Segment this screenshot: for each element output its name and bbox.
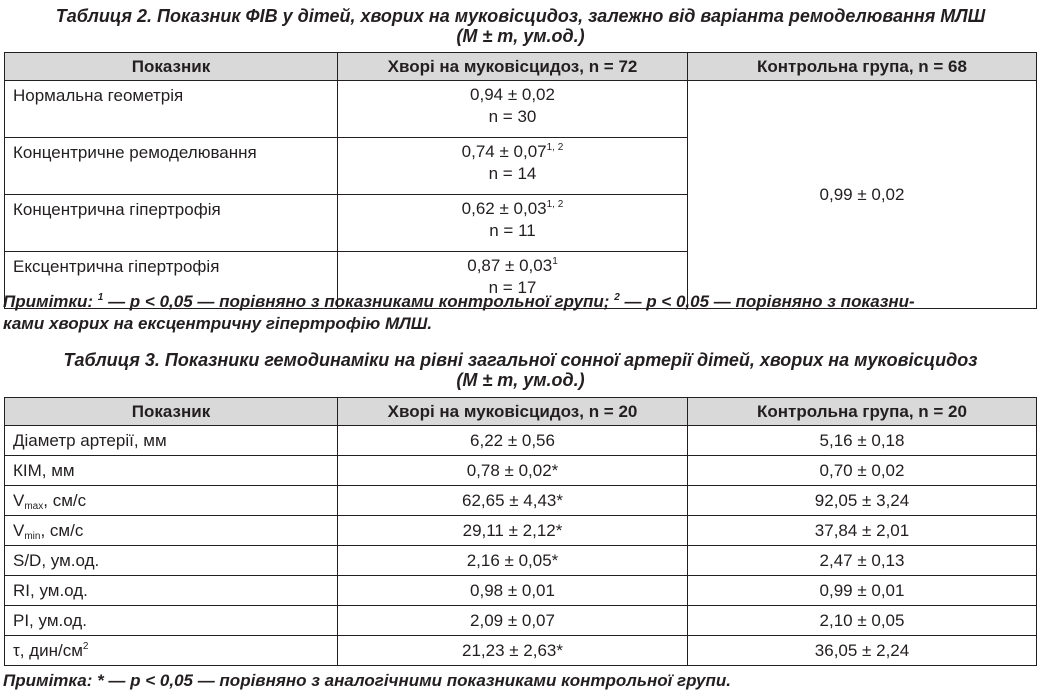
table3-header-row [5,398,1037,426]
patients-cell [338,81,688,138]
table-row [5,576,1037,606]
significance-mark: 1, 2 [546,199,564,210]
table3 [4,397,1037,666]
table2-note-line1: Примітки: $^1$ — p < 0,05 — порівняно з показниками контрольної групи; $^2$ — p < 0,05 — порівняно з показни- [3,292,915,311]
table2-note [3,291,1037,335]
table2-header-control: Контрольна група, n = 68 [688,53,1037,81]
control-value: 2,47 ± 0,13 [688,546,1037,576]
row-indicator: RI, ум.од. [5,576,338,606]
table2-header-row [5,53,1037,81]
table3-header-control: Контрольна група, n = 20 [688,398,1037,426]
control-value: 36,05 ± 2,24 [688,636,1037,666]
patients-n: n = 11 [489,221,536,240]
table2-title-line2: (M ± m, ум.од.) [456,26,585,46]
table2-title-line1: Таблиця 2. Показник ФІВ у дітей, хворих на муковісцидоз, залежно від варіанта ремоделювання МЛШ [55,6,986,26]
patients-cell [338,195,688,252]
row-indicator: PI, ум.од. [5,606,338,636]
table-row [5,456,1037,486]
control-value: 92,05 ± 3,24 [688,486,1037,516]
patients-value: $0,62 \pm 0,03^{1, 2}$ [461,199,564,218]
row-indicator: $V_{min}$, см/с [5,516,338,546]
control-value: 2,10 ± 0,05 [688,606,1037,636]
control-value: 37,84 ± 2,01 [688,516,1037,546]
patients-n: n = 17 [488,278,537,297]
table2-note-line2: ками хворих на ексцентричну гіпертрофію МЛШ. [3,314,433,333]
row-indicator: Концентрична гіпертрофія [5,195,338,252]
control-value: 5,16 ± 0,18 [688,426,1037,456]
significance-mark: 1 [552,256,558,267]
row-indicator: Ексцентрична гіпертрофія [5,252,338,309]
table-row [5,516,1037,546]
table3-title [0,350,1041,390]
table-row [5,606,1037,636]
table3-header-indicator: Показник [5,398,338,426]
row-indicator: $V_{max}$, см/с [5,486,338,516]
patients-value: 21,23 ± 2,63* [338,636,688,666]
patients-value: 62,65 ± 4,43* [338,486,688,516]
patients-value: $0,87 \pm 0,03^1$ [467,256,558,275]
patients-n: n = 14 [488,164,537,183]
patients-value: 2,09 ± 0,07 [338,606,688,636]
table2-header-indicator: Показник [5,53,338,81]
table-row [5,81,1037,138]
table2-title [0,6,1041,46]
control-value: 0,99 ± 0,02 [688,81,1037,309]
patients-value: 0,98 ± 0,01 [338,576,688,606]
patients-value: 6,22 ± 0,56 [338,426,688,456]
patients-value: 0,94 ± 0,02 [470,85,555,104]
patients-n: n = 30 [488,107,537,126]
control-value: 0,99 ± 0,01 [688,576,1037,606]
patients-value: 0,78 ± 0,02* [338,456,688,486]
row-indicator: КІМ, мм [5,456,338,486]
row-indicator: Нормальна геометрія [5,81,338,138]
table3-title-line1: Таблиця 3. Показники гемодинаміки на рівні загальної сонної артерії дітей, хворих на муковісцидоз [63,350,978,370]
patients-value: 2,16 ± 0,05* [338,546,688,576]
significance-mark: 1, 2 [546,142,564,153]
table3-title-line2: (M ± m, ум.од.) [456,370,585,390]
patients-value: 29,11 ± 2,12* [338,516,688,546]
table-row [5,486,1037,516]
row-indicator: Концентричне ремоделювання [5,138,338,195]
row-indicator: τ, дин/$см^2$ [5,636,338,666]
row-indicator: Діаметр артерії, мм [5,426,338,456]
patients-value: $0,74 \pm 0,07^{1, 2}$ [461,142,564,161]
table3-header-patients: Хворі на муковісцидоз, n = 20 [338,398,688,426]
table3-note: Примітка: * — p < 0,05 — порівняно з аналогічними показниками контрольної групи. [3,671,732,690]
table-row [5,636,1037,666]
table2 [4,52,1037,309]
table-row [5,426,1037,456]
control-value: 0,70 ± 0,02 [688,456,1037,486]
row-indicator: S/D, ум.од. [5,546,338,576]
table-row [5,546,1037,576]
table2-header-patients: Хворі на муковісцидоз, n = 72 [338,53,688,81]
patients-cell [338,138,688,195]
